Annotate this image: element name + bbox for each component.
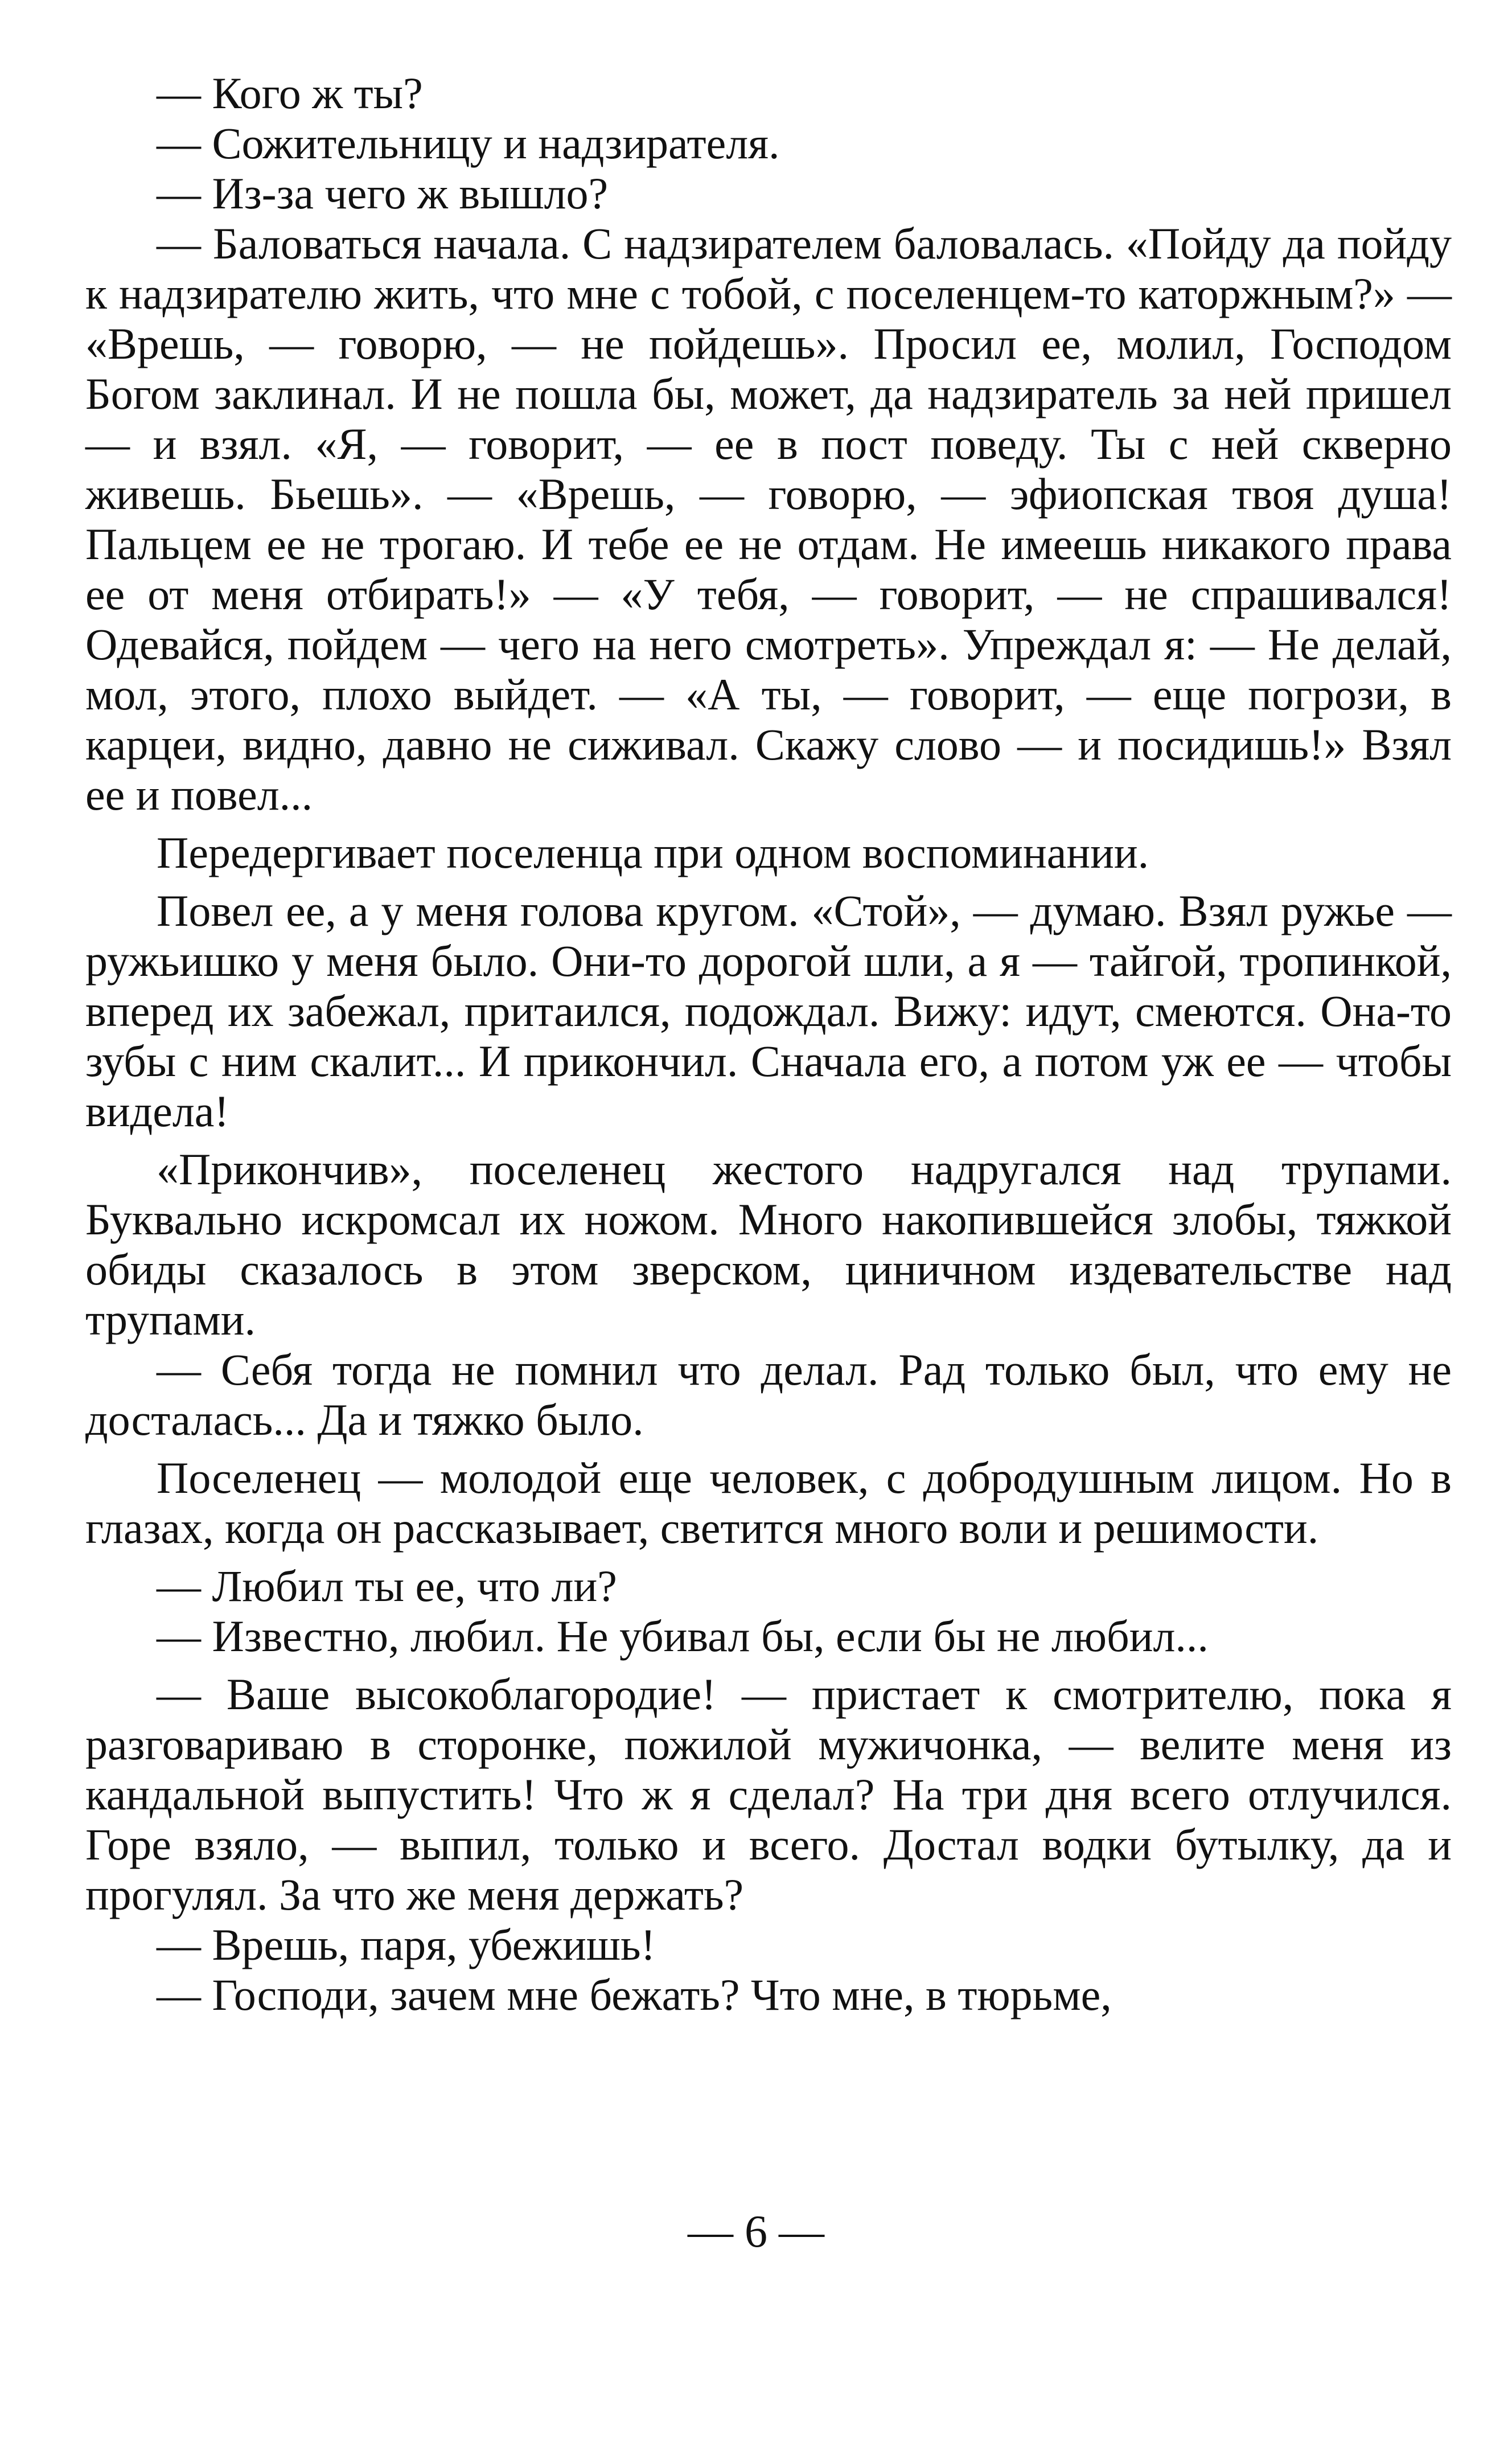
book-page (85, 68, 1452, 2403)
paragraph-dialogue-10: — Господи, зачем мне бежать? Что мне, в тюрьме, (157, 1970, 1112, 2019)
paragraph-narration-4: Поселенец — молодой еще человек, с добродушным лицом. Но в глазах, когда он рассказывает, светится много воли и решимости. (85, 1453, 1452, 1553)
body-text (85, 68, 1452, 2020)
paragraph-dialogue-1: — Кого ж ты? (157, 68, 423, 118)
paragraph-dialogue-4: — Баловаться начала. С надзирателем баловалась. «Пойду да пойду к надзирателю жить, что мне с тобой, с поселенцем-то каторжным?» — «Врешь, — говорю, — не пойдешь». Просил ее, молил, Господом Богом заклинал. И не пошла бы, может, да надзиратель за ней пришел — и взял. «Я, — говорит, — ее в пост поведу. Ты с ней скверно живешь. Бьешь». — «Врешь, — говорю, — эфиопская твоя душа! Пальцем ее не трогаю. И тебе ее не отдам. Не имеешь никакого права ее от меня отбирать!» — «У тебя, — говорит, — не спрашивался! Одевайся, пойдем — чего на него смотреть». Упреждал я: — Не делай, мол, этого, плохо выйдет. — «А ты, — говорит, — еще погрози, в карцеи, видно, давно не сиживал. Скажу слово — и посидишь!» Взял ее и повел... (85, 219, 1452, 819)
paragraph-narration-3: «Прикончив», поселенец жестого надругался над трупами. Буквально искромсал их ножом. Много накопившейся злобы, тяжкой обиды сказалось в этом зверском, циничном издевательстве над трупами. (85, 1144, 1452, 1344)
paragraph-narration-2: Повел ее, а у меня голова кругом. «Стой», — думаю. Взял ружье — ружьишко у меня было. Они-то дорогой шли, а я — тайгой, тропинкой, вперед их забежал, притаился, подождал. Вижу: идут, смеются. Она-то зубы с ним скалит... И прикончил. Сначала его, а потом уж ее — чтобы видела! (85, 886, 1452, 1136)
paragraph-narration-1: Передергивает поселенца при одном воспоминании. (157, 828, 1149, 877)
paragraph-dialogue-3: — Из-за чего ж вышло? (157, 169, 609, 218)
paragraph-dialogue-5: — Себя тогда не помнил что делал. Рад только был, что ему не досталась... Да и тяжко было. (85, 1345, 1452, 1444)
paragraph-dialogue-2: — Сожительницу и надзирателя. (157, 118, 780, 168)
paragraph-dialogue-6: — Любил ты ее, что ли? (157, 1561, 617, 1611)
paragraph-dialogue-7: — Известно, любил. Не убивал бы, если бы не любил... (157, 1611, 1209, 1661)
paragraph-dialogue-9: — Врешь, паря, убежишь! (157, 1920, 656, 1969)
page-number: — 6 — (688, 2207, 824, 2257)
paragraph-dialogue-8: — Ваше высокоблагородие! — пристает к смотрителю, пока я разговариваю в сторонке, пожилой мужичонка, — велите меня из кандальной выпустить! Что ж я сделал? На три дня всего отлучился. Горе взяло, — выпил, только и всего. Достал водки бутылку, да и прогулял. За что же меня держать? (85, 1669, 1452, 1919)
